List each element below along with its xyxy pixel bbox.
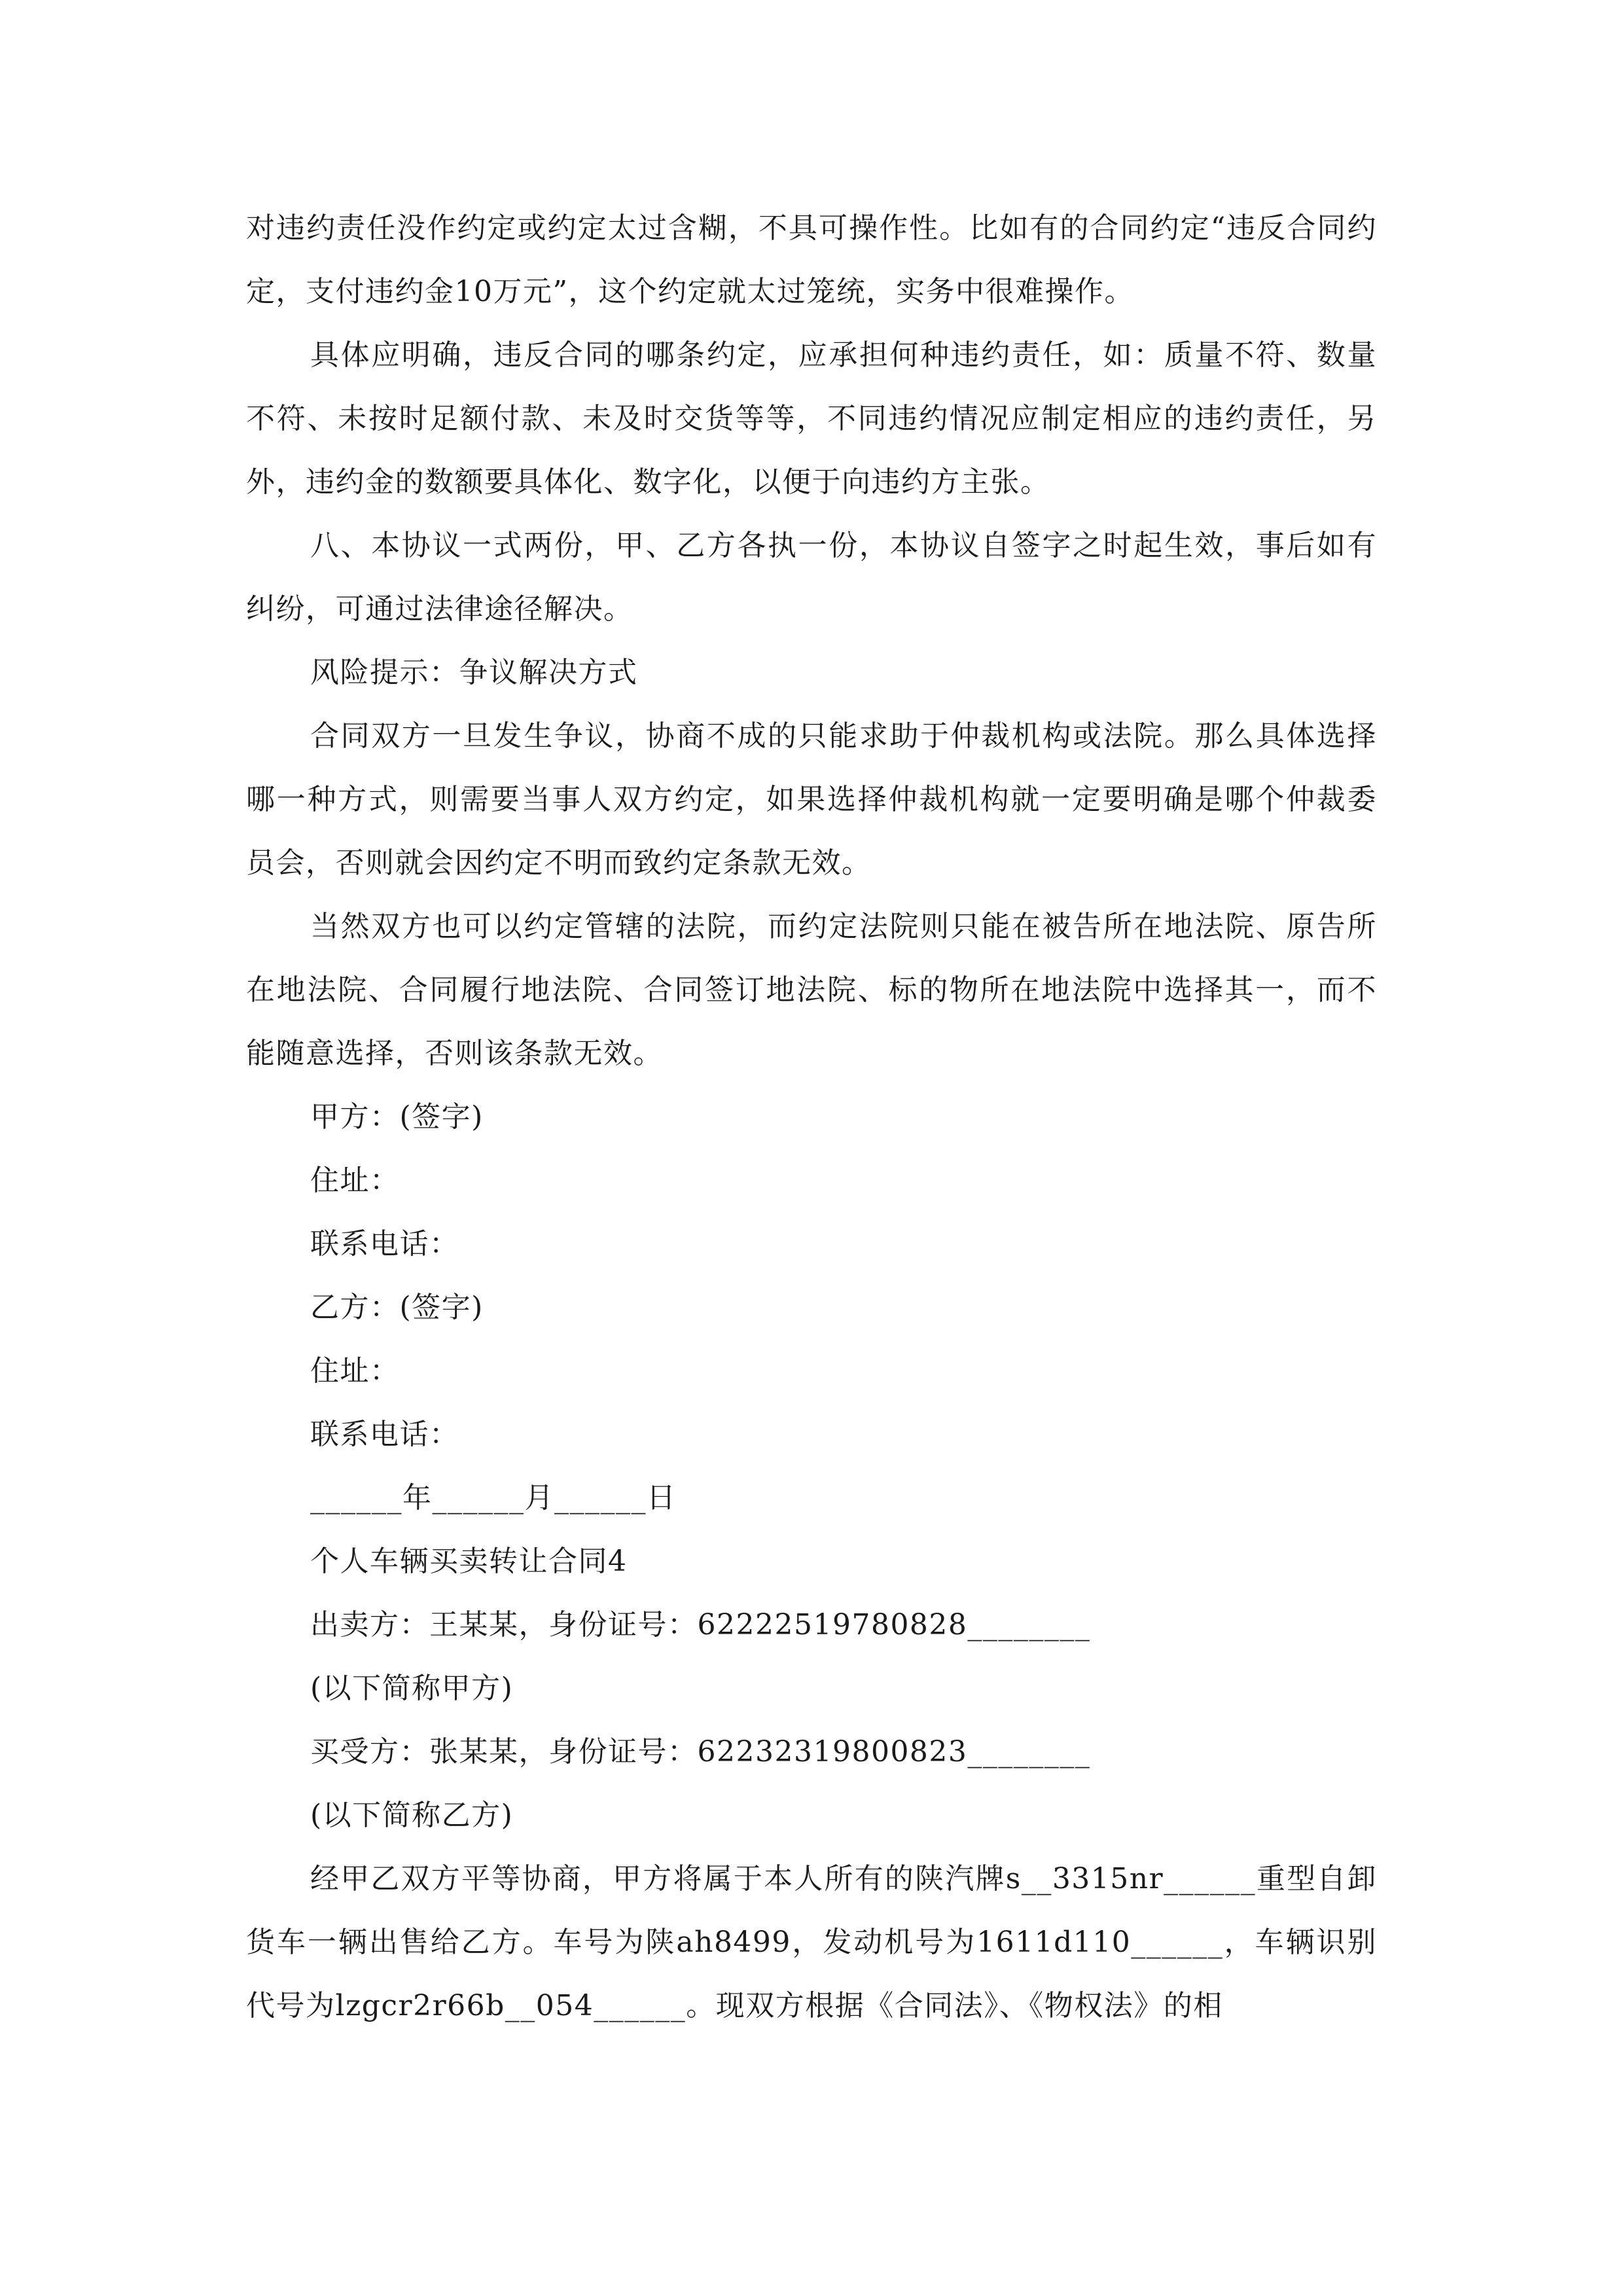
buyer-alias: (以下简称乙方) xyxy=(310,1799,514,1832)
contract-title: 个人车辆买卖转让合同4 xyxy=(310,1545,628,1578)
paragraph-breach-vague: 对违约责任没作约定或约定太过含糊，不具可操作性。比如有的合同约定“违反合同约定，支付违约金10万元”，这个约定就太过笼统，实务中很难操作。 xyxy=(246,211,1377,308)
document-body xyxy=(246,196,1377,2037)
party-b-address: 住址： xyxy=(310,1354,400,1388)
paragraph-clause-eight: 八、本协议一式两份，甲、乙方各执一份，本协议自签字之时起生效，事后如有纠纷，可通过法律途径解决。 xyxy=(246,529,1377,626)
seller-line: 出卖方：王某某，身份证号：62222519780828________ xyxy=(310,1608,1091,1641)
seller-alias: (以下简称甲方) xyxy=(310,1672,514,1705)
paragraph-dispute-arbitration: 合同双方一旦发生争议，协商不成的只能求助于仲裁机构或法院。那么具体选择哪一种方式，则需要当事人双方约定，如果选择仲裁机构就一定要明确是哪个仲裁委员会，否则就会因约定不明而致约定条款无效。 xyxy=(246,719,1377,880)
party-a-address: 住址： xyxy=(310,1164,400,1197)
party-a-phone: 联系电话： xyxy=(310,1227,459,1261)
paragraph-vehicle-sale: 经甲乙双方平等协商，甲方将属于本人所有的陕汽牌s__3315nr______重型自卸货车一辆出售给乙方。车号为陕ah8499，发动机号为1611d110______，车辆识别代号为lzgcr2r66b__054______。现双方根据《合同法》、《物权法》的相 xyxy=(246,1862,1377,2022)
buyer-line: 买受方：张某某，身份证号：62232319800823________ xyxy=(310,1735,1091,1768)
party-a-signature: 甲方：(签字) xyxy=(310,1100,484,1134)
paragraph-dispute-court: 当然双方也可以约定管辖的法院，而约定法院则只能在被告所在地法院、原告所在地法院、合同履行地法院、合同签订地法院、标的物所在地法院中选择其一，而不能随意选择，否则该条款无效。 xyxy=(246,910,1377,1070)
party-b-signature: 乙方：(签字) xyxy=(310,1291,484,1324)
date-line: ______年______月______日 xyxy=(310,1481,677,1515)
party-b-phone: 联系电话： xyxy=(310,1418,459,1451)
paragraph-breach-specific: 具体应明确，违反合同的哪条约定，应承担何种违约责任，如：质量不符、数量不符、未按时足额付款、未及时交货等等，不同违约情况应制定相应的违约责任，另外，违约金的数额要具体化、数字化，以便于向违约方主张。 xyxy=(246,338,1377,499)
paragraph-risk-heading: 风险提示：争议解决方式 xyxy=(310,656,638,689)
